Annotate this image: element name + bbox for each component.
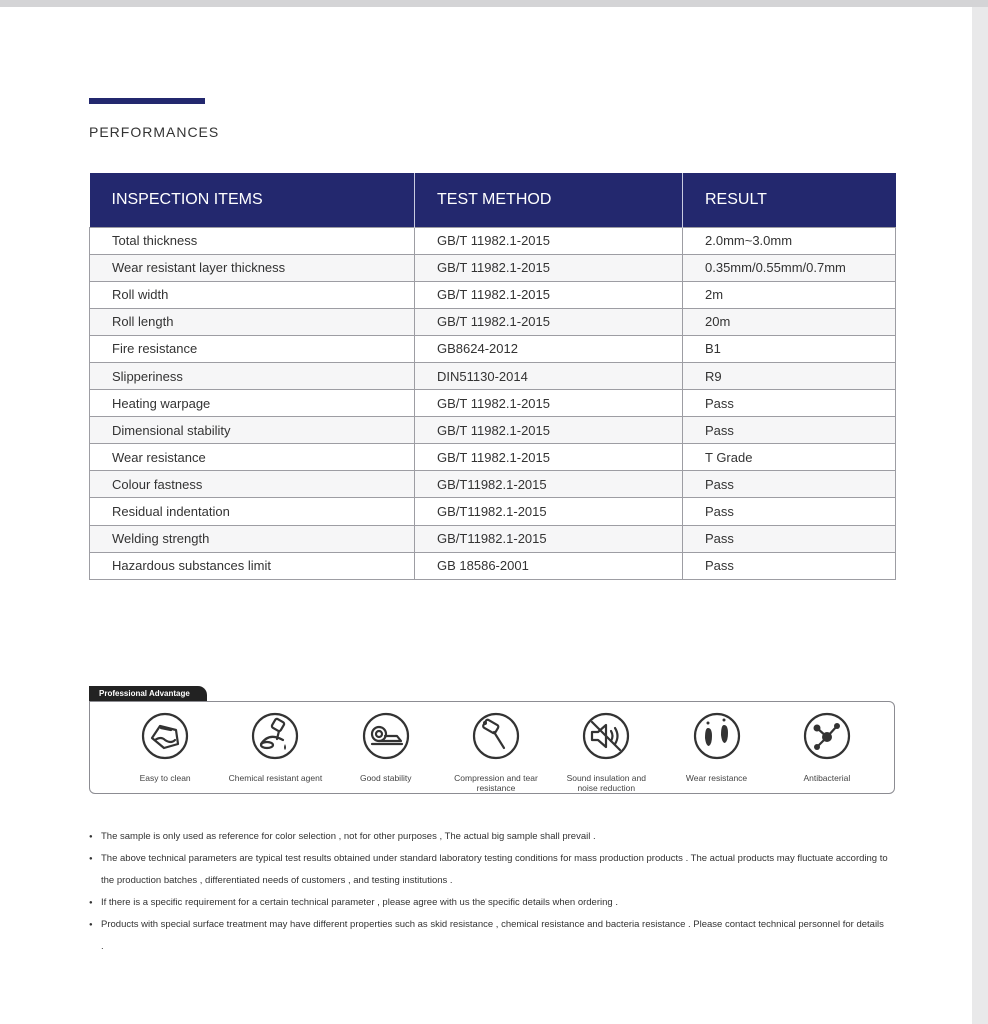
cleaning-cloth-icon (139, 710, 191, 767)
cell-inspection-item: Slipperiness (90, 362, 415, 389)
advantage-label: Compression and tear resistance (454, 773, 538, 793)
chemical-drop-icon (249, 710, 301, 767)
advantage-item (331, 710, 441, 793)
advantage-tab-label: Professional Advantage (89, 686, 207, 702)
table-row (90, 335, 896, 362)
advantage-label: Wear resistance (685, 773, 748, 783)
advantage-item (441, 710, 551, 793)
table-row (90, 254, 896, 281)
cell-inspection-item: Colour fastness (90, 471, 415, 498)
table-row (90, 471, 896, 498)
section-accent-bar (89, 98, 205, 104)
header-inspection-items: INSPECTION ITEMS (90, 173, 415, 227)
cell-result: Pass (683, 498, 896, 525)
cell-test-method: GB/T 11982.1-2015 (415, 227, 683, 254)
advantage-item (772, 710, 882, 793)
table-row (90, 444, 896, 471)
page-top-edge (0, 0, 988, 7)
advantage-item (661, 710, 771, 793)
advantage-label: Chemical resistant agent (228, 773, 323, 783)
cell-result: Pass (683, 390, 896, 417)
roll-icon (360, 710, 412, 767)
table-row (90, 362, 896, 389)
note-item: ● The sample is only used as reference for color selection , not for other purposes , The actual big sample shall prevail . (89, 826, 889, 848)
cell-test-method: DIN51130-2014 (415, 362, 683, 389)
advantage-item (220, 710, 330, 793)
notes-list (89, 826, 889, 958)
muted-speaker-icon (580, 710, 632, 767)
cell-test-method: GB/T 11982.1-2015 (415, 308, 683, 335)
molecule-icon (801, 710, 853, 767)
performance-table (89, 173, 896, 580)
cell-result: Pass (683, 417, 896, 444)
advantage-label: Antibacterial (803, 773, 851, 783)
cell-inspection-item: Residual indentation (90, 498, 415, 525)
cell-result: T Grade (683, 444, 896, 471)
cell-result: B1 (683, 335, 896, 362)
footprints-icon (691, 710, 743, 767)
table-row (90, 498, 896, 525)
table-row (90, 417, 896, 444)
hammer-icon (470, 710, 522, 767)
advantage-item (110, 710, 220, 793)
cell-inspection-item: Roll width (90, 281, 415, 308)
cell-inspection-item: Wear resistant layer thickness (90, 254, 415, 281)
cell-test-method: GB/T 11982.1-2015 (415, 390, 683, 417)
cell-inspection-item: Roll length (90, 308, 415, 335)
cell-result: 2.0mm~3.0mm (683, 227, 896, 254)
table-row (90, 390, 896, 417)
table-row (90, 552, 896, 579)
advantage-label: Sound insulation and noise reduction (566, 773, 646, 793)
cell-inspection-item: Wear resistance (90, 444, 415, 471)
cell-result: Pass (683, 525, 896, 552)
cell-inspection-item: Dimensional stability (90, 417, 415, 444)
header-result: RESULT (683, 173, 896, 227)
cell-test-method: GB/T11982.1-2015 (415, 471, 683, 498)
cell-inspection-item: Total thickness (90, 227, 415, 254)
advantage-label: Easy to clean (139, 773, 191, 783)
table-row (90, 525, 896, 552)
cell-test-method: GB/T 11982.1-2015 (415, 417, 683, 444)
cell-result: 2m (683, 281, 896, 308)
cell-inspection-item: Hazardous substances limit (90, 552, 415, 579)
header-test-method: TEST METHOD (415, 173, 683, 227)
cell-test-method: GB/T 11982.1-2015 (415, 444, 683, 471)
cell-result: Pass (683, 552, 896, 579)
cell-test-method: GB/T11982.1-2015 (415, 498, 683, 525)
cell-result: R9 (683, 362, 896, 389)
table-header-row (90, 173, 896, 227)
cell-inspection-item: Heating warpage (90, 390, 415, 417)
table-row (90, 281, 896, 308)
cell-test-method: GB8624-2012 (415, 335, 683, 362)
table-row (90, 308, 896, 335)
note-item: ● If there is a specific requirement for a certain technical parameter , please agree with us the specific details when ordering . (89, 892, 889, 914)
advantage-panel (89, 701, 895, 794)
section-title: PERFORMANCES (89, 124, 220, 140)
cell-inspection-item: Fire resistance (90, 335, 415, 362)
cell-test-method: GB/T 11982.1-2015 (415, 281, 683, 308)
note-item: ● Products with special surface treatment may have different properties such as skid resistance , chemical resistance and bacteria resistance . Please contact technical personnel for details . (89, 914, 889, 958)
advantage-item (551, 710, 661, 793)
cell-result: 0.35mm/0.55mm/0.7mm (683, 254, 896, 281)
cell-inspection-item: Welding strength (90, 525, 415, 552)
cell-result: Pass (683, 471, 896, 498)
note-item: ● The above technical parameters are typical test results obtained under standard laboratory testing conditions for mass production products . The actual products may fluctuate according to the production batches , differentiated needs of customers , and testing institutions . (89, 848, 889, 892)
cell-result: 20m (683, 308, 896, 335)
cell-test-method: GB/T 11982.1-2015 (415, 254, 683, 281)
advantage-label: Good stability (359, 773, 412, 783)
cell-test-method: GB/T11982.1-2015 (415, 525, 683, 552)
table-row (90, 227, 896, 254)
cell-test-method: GB 18586-2001 (415, 552, 683, 579)
